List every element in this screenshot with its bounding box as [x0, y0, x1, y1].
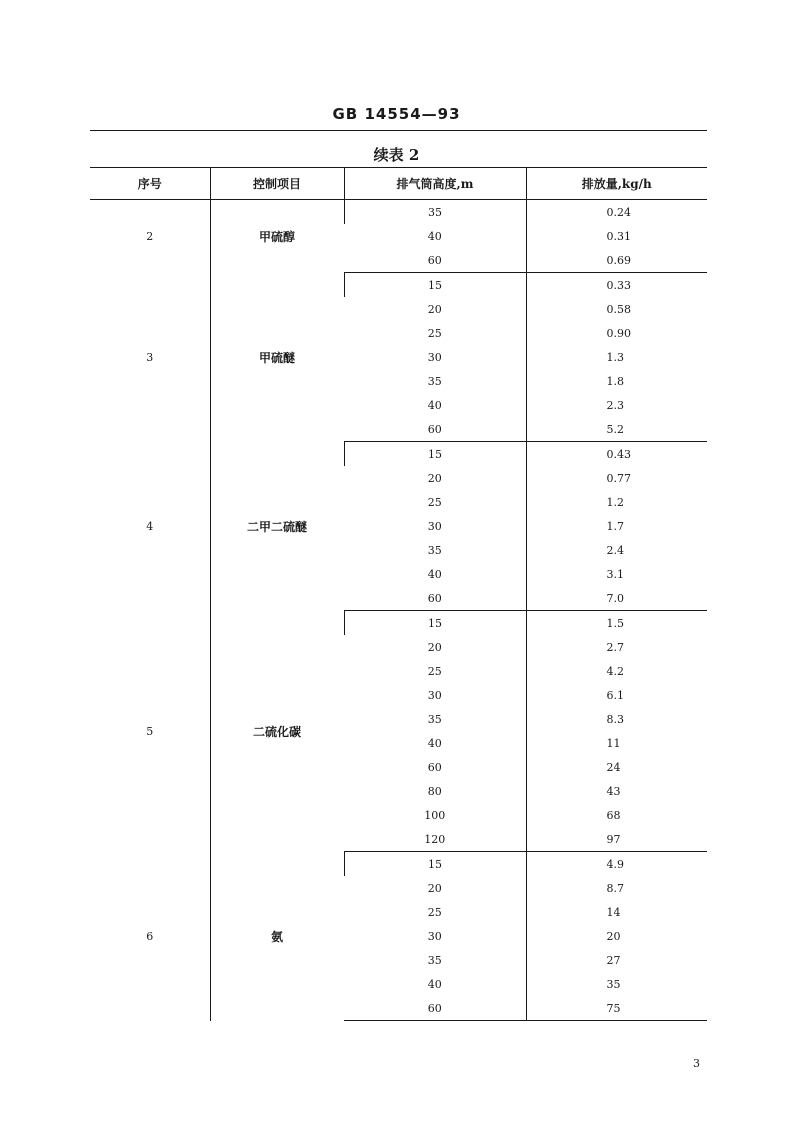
stack-height-cell: 40 [427, 977, 442, 991]
table-title: 续表 2 [373, 146, 420, 164]
emission-rate-cell: 2.3 [526, 393, 707, 417]
table-row [90, 852, 707, 877]
emission-rate-cell: 1.5 [526, 611, 707, 636]
stack-height-cell: 100 [424, 808, 446, 822]
row-index: 6 [146, 929, 154, 943]
emission-rate-cell: 4.2 [526, 659, 707, 683]
stack-height-cell: 35 [344, 200, 526, 225]
emission-rate-cell: 0.31 [526, 224, 707, 248]
stack-height-cell: 60 [344, 586, 526, 611]
emission-rate-cell: 2.4 [526, 538, 707, 562]
control-item: 甲硫醇 [210, 200, 344, 273]
column-header-stack-height: 排气筒高度,m [344, 168, 526, 200]
column-header-index: 序号 [90, 168, 210, 200]
emission-rate-cell: 1.7 [526, 514, 707, 538]
stack-height-cell: 30 [427, 929, 442, 943]
emission-rate-cell: 68 [526, 803, 707, 827]
stack-height-cell: 20 [427, 640, 442, 654]
stack-height-cell: 40 [427, 398, 442, 412]
page-number: 3 [693, 1057, 700, 1070]
emission-table [90, 167, 707, 1021]
row-index: 5 [146, 724, 154, 738]
stack-height-cell: 15 [344, 273, 526, 298]
stack-height-cell: 25 [427, 905, 442, 919]
emission-rate-cell: 14 [526, 900, 707, 924]
emission-rate-cell: 35 [526, 972, 707, 996]
emission-rate-cell: 6.1 [526, 683, 707, 707]
document-header: GB 14554—93 [332, 105, 461, 123]
row-index: 3 [146, 350, 154, 364]
column-header-control-item: 控制项目 [210, 168, 344, 200]
emission-rate-cell: 0.77 [526, 466, 707, 490]
stack-height-cell: 35 [427, 543, 442, 557]
stack-height-cell: 30 [427, 519, 442, 533]
emission-rate-cell: 11 [526, 731, 707, 755]
stack-height-cell: 25 [427, 326, 442, 340]
table-row [90, 200, 707, 225]
emission-rate-cell: 0.58 [526, 297, 707, 321]
emission-rate-cell: 75 [526, 996, 707, 1021]
table-body [90, 200, 707, 1021]
emission-rate-cell: 2.7 [526, 635, 707, 659]
table-row [90, 273, 707, 298]
stack-height-cell: 35 [427, 712, 442, 726]
stack-height-cell: 40 [427, 736, 442, 750]
emission-rate-cell: 97 [526, 827, 707, 852]
stack-height-cell: 40 [427, 229, 442, 243]
stack-height-cell: 30 [427, 688, 442, 702]
stack-height-cell: 15 [344, 852, 526, 877]
emission-rate-cell: 4.9 [526, 852, 707, 877]
emission-rate-cell: 1.3 [526, 345, 707, 369]
stack-height-cell: 20 [427, 302, 442, 316]
table-row [90, 442, 707, 467]
control-item: 氨 [210, 852, 344, 1021]
control-item: 甲硫醚 [210, 273, 344, 442]
emission-rate-cell: 0.24 [526, 200, 707, 225]
stack-height-cell: 25 [427, 495, 442, 509]
table-row [90, 611, 707, 636]
stack-height-cell: 20 [427, 881, 442, 895]
emission-rate-cell: 0.33 [526, 273, 707, 298]
row-index: 4 [146, 519, 154, 533]
emission-rate-cell: 1.8 [526, 369, 707, 393]
stack-height-cell: 15 [344, 611, 526, 636]
stack-height-cell: 40 [427, 567, 442, 581]
stack-height-cell: 25 [427, 664, 442, 678]
column-header-emission-rate: 排放量,kg/h [526, 168, 707, 200]
emission-rate-cell: 43 [526, 779, 707, 803]
header-rule [90, 130, 707, 131]
table-header-row [90, 168, 707, 200]
control-item: 二硫化碳 [210, 611, 344, 852]
emission-rate-cell: 0.90 [526, 321, 707, 345]
emission-rate-cell: 1.2 [526, 490, 707, 514]
emission-rate-cell: 8.3 [526, 707, 707, 731]
stack-height-cell: 60 [344, 248, 526, 273]
stack-height-cell: 80 [427, 784, 442, 798]
emission-rate-cell: 3.1 [526, 562, 707, 586]
stack-height-cell: 35 [427, 953, 442, 967]
emission-rate-cell: 5.2 [526, 417, 707, 442]
emission-rate-cell: 0.69 [526, 248, 707, 273]
stack-height-cell: 60 [344, 996, 526, 1021]
row-index: 2 [146, 229, 154, 243]
stack-height-cell: 20 [427, 471, 442, 485]
emission-rate-cell: 0.43 [526, 442, 707, 467]
stack-height-cell: 120 [344, 827, 526, 852]
stack-height-cell: 30 [427, 350, 442, 364]
emission-rate-cell: 20 [526, 924, 707, 948]
stack-height-cell: 35 [427, 374, 442, 388]
emission-rate-cell: 24 [526, 755, 707, 779]
stack-height-cell: 60 [427, 760, 442, 774]
emission-rate-cell: 7.0 [526, 586, 707, 611]
stack-height-cell: 15 [344, 442, 526, 467]
emission-rate-cell: 8.7 [526, 876, 707, 900]
control-item: 二甲二硫醚 [210, 442, 344, 611]
emission-rate-cell: 27 [526, 948, 707, 972]
stack-height-cell: 60 [344, 417, 526, 442]
